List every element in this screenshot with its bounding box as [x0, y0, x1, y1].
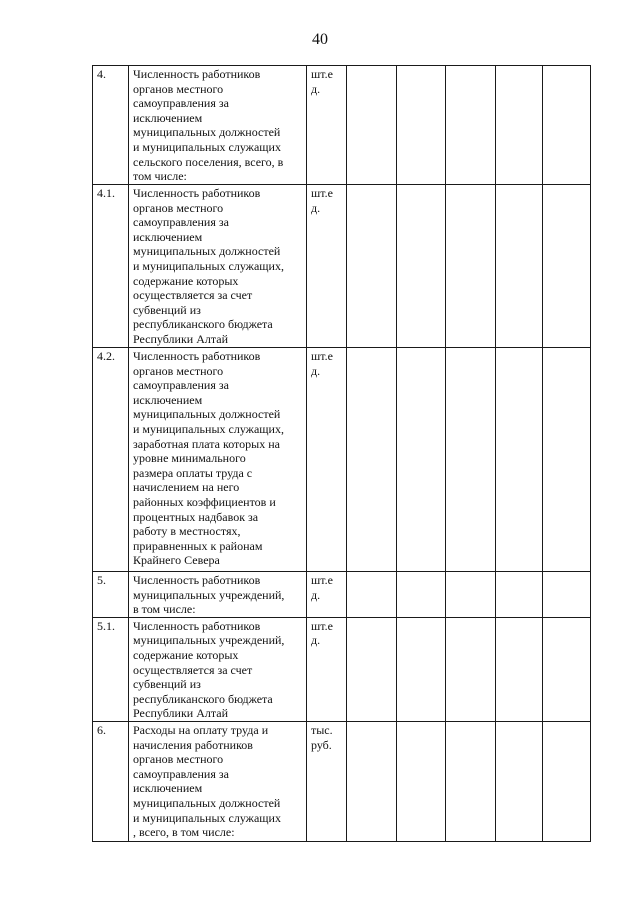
page-number: 40 [312, 31, 328, 48]
value-cell [496, 721, 543, 841]
row-description: Численность работников муниципальных учреждений, содержание которых осуществляется за счет субвенций из республиканского бюджета Республики Алтай [129, 617, 307, 721]
table-row [93, 185, 591, 348]
value-cell [347, 721, 397, 841]
row-number: 4.1. [93, 185, 129, 348]
value-cell [446, 66, 496, 185]
value-cell [347, 617, 397, 721]
value-cell [496, 348, 543, 572]
value-cell [446, 185, 496, 348]
value-cell [543, 572, 591, 618]
row-description: Численность работников органов местного самоуправления за исключением муниципальных должностей и муниципальных служащих сельского поселения, всего, в том числе: [129, 66, 307, 185]
row-description: Расходы на оплату труда и начисления работников органов местного самоуправления за исключением муниципальных должностей и муниципальных служащих , всего, в том числе: [129, 721, 307, 841]
value-cell [397, 617, 446, 721]
row-number: 5. [93, 572, 129, 618]
value-cell [496, 66, 543, 185]
table-row [93, 572, 591, 618]
table-row [93, 348, 591, 572]
table-row [93, 617, 591, 721]
value-cell [397, 721, 446, 841]
row-unit: шт.е д. [307, 617, 347, 721]
value-cell [347, 66, 397, 185]
indicators-table [92, 65, 591, 842]
value-cell [347, 185, 397, 348]
value-cell [397, 572, 446, 618]
row-unit: шт.е д. [307, 572, 347, 618]
table-row [93, 721, 591, 841]
row-unit: шт.е д. [307, 185, 347, 348]
row-number: 6. [93, 721, 129, 841]
row-number: 4. [93, 66, 129, 185]
value-cell [543, 617, 591, 721]
value-cell [347, 572, 397, 618]
value-cell [446, 348, 496, 572]
value-cell [397, 348, 446, 572]
row-number: 4.2. [93, 348, 129, 572]
row-unit: шт.е д. [307, 348, 347, 572]
row-description: Численность работников органов местного самоуправления за исключением муниципальных должностей и муниципальных служащих, заработная плата которых на уровне минимального размера оплаты труда с начислением на него районных коэффициентов и процентных надбавок за работу в местностях, приравненных к районам Крайнего Севера [129, 348, 307, 572]
value-cell [446, 572, 496, 618]
row-unit: шт.е д. [307, 66, 347, 185]
value-cell [347, 348, 397, 572]
row-description: Численность работников муниципальных учреждений, в том числе: [129, 572, 307, 618]
row-unit: тыс. руб. [307, 721, 347, 841]
row-number: 5.1. [93, 617, 129, 721]
value-cell [543, 185, 591, 348]
value-cell [397, 66, 446, 185]
row-description: Численность работников органов местного самоуправления за исключением муниципальных должностей и муниципальных служащих, содержание которых осуществляется за счет субвенций из республиканского бюджета Республики Алтай [129, 185, 307, 348]
table-row [93, 66, 591, 185]
value-cell [397, 185, 446, 348]
value-cell [496, 185, 543, 348]
value-cell [496, 572, 543, 618]
value-cell [543, 348, 591, 572]
value-cell [543, 721, 591, 841]
value-cell [543, 66, 591, 185]
value-cell [446, 617, 496, 721]
value-cell [446, 721, 496, 841]
value-cell [496, 617, 543, 721]
